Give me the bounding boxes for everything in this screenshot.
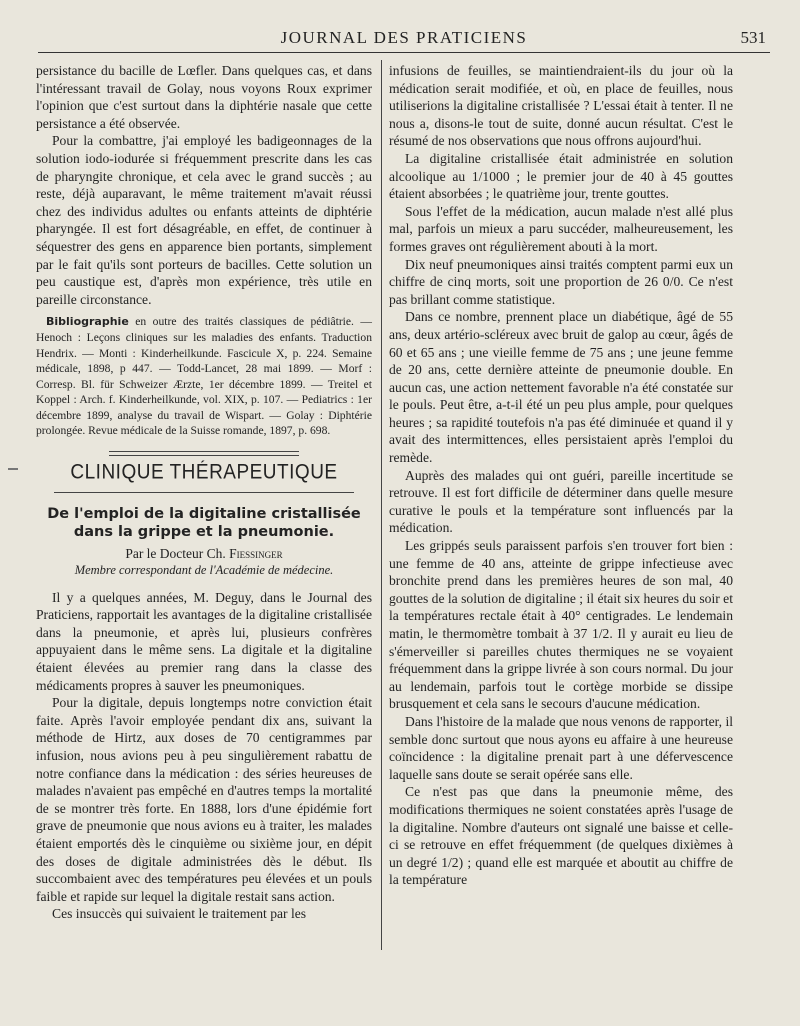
paragraph: infusions de feuilles, se maintiendraient-ils du jour où la médication serait modifiée, et où, en place de feuilles, nous utiliserions la digitaline cristallisée ? L'essai était à tenter. Il ne nous a, disons-le tout de suite, donné aucun résultat. C'est le résumé de nos observations que nous offrons aujourd'hui.	[389, 63, 733, 149]
journal-title: JOURNAL DES PRATICIENS	[280, 28, 528, 47]
paragraph: Il y a quelques années, M. Deguy, dans le Journal des Praticiens, rapportait les avantages de la digitaline cristallisée dans la pneumonie, et après lui, plusieurs confrères appuyaient dans le même sens. La digitale et la digitaline étaient élevées au premier rang dans la classe des médicaments propres à sauver les pneumoniques.	[36, 589, 372, 693]
article-title-line-1: De l'emploi de la digitaline cristallisée	[47, 505, 361, 522]
paragraph: Les grippés seuls paraissent parfois s'en trouver fort bien : une femme de 40 ans, atteinte de grippe infectieuse avec bronchite prend dans les premières heures de son mal, 40 gouttes de la solution de digitaline ; il était six heures du soir et la températures rectale était à 40° centigrades. Le lendemain matin, le thermomètre tombait à 37 1/2. Il y aurait eu lieu de s'émerveiller si pareilles chutes thermiques ne se voyaient fréquemment dans la grippe livrée à son cours normal. Du jour au lendemain, parfois tout le cortège morbide se dissipe brusquement et cela sans le secours d'aucune médication.	[389, 538, 733, 712]
section-title: CLINIQUE THÉRAPEUTIQUE	[70, 460, 338, 485]
article-title-line-2: dans la grippe et la pneumonie.	[73, 523, 335, 540]
section-rule	[109, 451, 299, 456]
left-column	[36, 62, 372, 923]
page-number: 531	[740, 28, 766, 47]
paragraph: Ce n'est pas que dans la pneumonie même, des modifications thermiques ne soient constatées après l'usage de la digitaline. Nombre d'auteurs ont signalé une baisse et celle-ci se retrouve en effet fréquemment (de quelques dixièmes à un degré 1/2) ; quand elle est marquée et aboutit au chiffre de la température	[389, 784, 733, 888]
paragraph: Auprès des malades qui ont guéri, pareille incertitude se retrouve. Il est fort difficile de déterminer dans quelle mesure curative le pouls et la température sont influencés par la médication.	[389, 467, 733, 536]
running-header	[38, 26, 770, 53]
bibliography-text: en outre des traités classiques de pédiâtrie. — Henoch : Leçons cliniques sur les maladies des enfants. Traduction Hendrix. — Monti : Kinderheilkunde. Fascicule X, p. 224. Semaine médicale, 1898, p 447. — Todd-Lancet, 28 mai 1899. — Morf : Corresp. Bl. für Schweizer Ærzte, 1er décembre 1899. — Treitel et Koppel : Arch. f. Kinderheilkunde, vol. XIX, p. 107. — Pediatrics : 1er décembre 1899, analyse du travail de Wispart. — Golay : Diphtérie prolongée. Revue médicale de la Suisse romande, 1897, p. 698.	[36, 315, 372, 438]
right-column	[389, 62, 733, 889]
bibliography-lead: Bibliographie	[46, 315, 129, 329]
paragraph: Dans ce nombre, prennent place un diabétique, âgé de 55 ans, deux artério-scléreux avec bruit de galop au cœur, âgés de 60 et 65 ans ; une vieille femme de 75 ans ; une jeune femme de 20 ans, cette dernière atteinte de pneumonie double. En aucun cas, une action nettement favorable n'a été constatée sur le pouls. Peut être, a-t-il été un peu plus ample, pour quelques heures ; sa rapidité toutefois n'a pas été diminuée et quand il y avait des intermittences, elles persistaient après l'emploi du remède.	[389, 309, 733, 466]
bibliography	[36, 314, 372, 439]
paragraph: Pour la digitale, depuis longtemps notre conviction était faite. Après l'avoir employée pendant dix ans, suivant la méthode de Hirtz, aux doses de 70 centigrammes par infusion, nous avions peu à peu singulièrement rabattu de notre confiance dans la médication : des séries heureuses de malades n'avaient pas empêché en d'autres temps la mortalité de se montrer très forte. En 1888, lors d'une épidémie fort grave de pneumonie que nous avions eu à traiter, les malades étaient emportés dès le cinquième ou sixième jour, en dépit des doses de digitale administrées dès le début. Ils succombaient avec des températures peu élevées et un pouls faible et rapide sur lequel la digitale restait sans action.	[36, 695, 372, 904]
column-divider	[381, 60, 382, 950]
paragraph: Dans l'histoire de la malade que nous venons de rapporter, il semble donc surtout que nous ayons eu affaire à une heureuse coïncidence : la digitaline prenait part à une défervescence laquelle sans doute se serait opérée sans elle.	[389, 713, 733, 782]
paragraph: Sous l'effet de la médication, aucun malade n'est allé plus mal, parfois un mieux a paru succéder, malheureusement, les formes graves ont régulièrement abouti à la mort.	[389, 203, 733, 254]
paragraph: Dix neuf pneumoniques ainsi traités comptent parmi eux un chiffre de cinq morts, soit une proportion de 26 0/0. Ce n'est pas brillant comme statistique.	[389, 256, 733, 307]
paragraph: Pour la combattre, j'ai employé les badigeonnages de la solution iodo-iodurée si fréquemment prescrite dans les cas de pharyngite chronique, et cela avec le grand succès ; au reste, déjà auparavant, le même traitement m'avait réussi chez des individus adultes ou enfants atteints de diphtérie pharyngée. Il est fort désagréable, en effet, de continuer à séquestrer des gens en apparence bien portants, simplement par le fait qu'ils sont porteurs de bacilles. Cette solution un peu caustique est, d'après mon expérience, très utile en pareille circonstance.	[36, 133, 372, 307]
author-name: Fiessinger	[229, 545, 283, 561]
paragraph: La digitaline cristallisée était administrée en solution alcoolique au 1/1000 ; le premier jour de 40 à 45 gouttes étaient absorbées ; le quatrième jour, trente gouttes.	[389, 150, 733, 202]
byline-prefix: Par le Docteur Ch.	[125, 545, 230, 561]
author-affiliation: Membre correspondant de l'Académie de médecine.	[74, 562, 334, 577]
section-underline	[54, 492, 354, 493]
paragraph: Ces insuccès qui suivaient le traitement par les	[52, 906, 307, 922]
article-title	[36, 505, 372, 541]
margin-mark	[8, 468, 18, 470]
paragraph: persistance du bacille de Lœfler. Dans quelques cas, et dans l'intéressant travail de Golay, nous voyons Roux exprimer l'opinion que c'est surtout dans la diphtérie nasale que cette persistance a été observée.	[36, 63, 372, 131]
byline	[36, 545, 372, 562]
